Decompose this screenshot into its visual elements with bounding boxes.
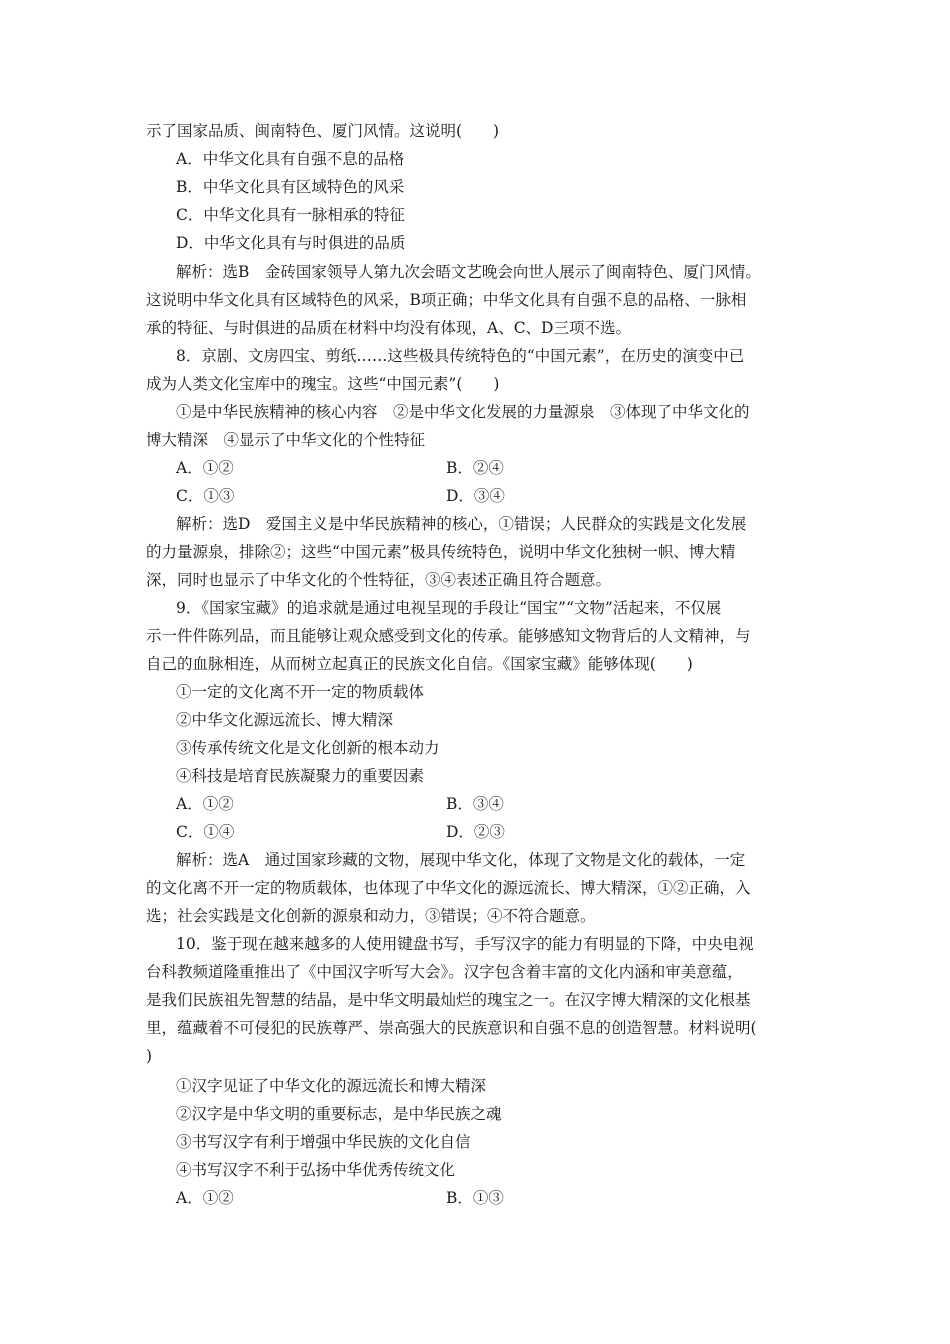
q8-analysis-line: 解析：选D 爱国主义是中华民族精神的核心，①错误；人民群众的实践是文化发展 — [176, 515, 747, 533]
q9-stem-line: 自己的血脉相连，从而树立起真正的民族文化自信。《国家宝藏》能够体现( ) — [146, 655, 693, 673]
q8-items-line: 博大精深 ④显示了中华文化的个性特征 — [146, 431, 426, 449]
q7-analysis-line: 解析：选B 金砖国家领导人第九次会晤文艺晚会向世人展示了闽南特色、厦门风情。 — [176, 263, 761, 281]
q7-option-c: C．中华文化具有一脉相承的特征 — [176, 206, 405, 224]
q10-stem-line: ) — [146, 1047, 153, 1065]
q9-stem-line: 示一件件陈列品，而且能够让观众感受到文化的传承。能够感知文物背后的人文精神，与 — [146, 627, 751, 645]
q10-item: ③书写汉字有利于增强中华民族的文化自信 — [176, 1133, 471, 1151]
q10-stem-line: 是我们民族祖先智慧的结晶，是中华文明最灿烂的瑰宝之一。在汉字博大精深的文化根基 — [146, 991, 751, 1009]
q10-option-b: B．①③ — [446, 1189, 504, 1207]
q10-item: ①汉字见证了中华文化的源远流长和博大精深 — [176, 1077, 487, 1095]
q10-stem-line: 里，蕴藏着不可侵犯的民族尊严、崇高强大的民族意识和自强不息的创造智慧。材料说明( — [146, 1019, 757, 1037]
q8-analysis-line: 深，同时也显示了中华文化的个性特征，③④表述正确且符合题意。 — [146, 571, 612, 589]
q9-item: ③传承传统文化是文化创新的根本动力 — [176, 739, 440, 757]
q9-option-a: A．①② — [176, 795, 234, 813]
q9-analysis-line: 的文化离不开一定的物质载体，也体现了中华文化的源远流长、博大精深，①②正确，入 — [146, 879, 751, 897]
q10-option-a: A．①② — [176, 1189, 234, 1207]
q9-item: ④科技是培育民族凝聚力的重要因素 — [176, 767, 425, 785]
q9-option-d: D．②③ — [446, 823, 505, 841]
q8-option-a: A．①② — [176, 459, 234, 477]
q8-stem-line: 成为人类文化宝库中的瑰宝。这些“中国元素”( ) — [146, 375, 500, 393]
q7-option-b: B．中华文化具有区域特色的风采 — [176, 178, 405, 196]
q9-item: ①一定的文化离不开一定的物质载体 — [176, 683, 425, 701]
q9-stem-line: 9．《国家宝藏》的追求就是通过电视呈现的手段让“国宝”“文物”活起来，不仅展 — [176, 599, 722, 617]
q9-option-b: B．③④ — [446, 795, 504, 813]
q8-option-d: D．③④ — [446, 487, 505, 505]
q8-items-line: ①是中华民族精神的核心内容 ②是中华文化发展的力量源泉 ③体现了中华文化的 — [176, 403, 750, 421]
q9-analysis-line: 选；社会实践是文化创新的源泉和动力，③错误；④不符合题意。 — [146, 907, 596, 925]
q7-analysis-line: 承的特征、与时俱进的品质在材料中均没有体现，A、C、D三项不选。 — [146, 319, 631, 337]
q7-option-d: D．中华文化具有与时俱进的品质 — [176, 234, 406, 252]
q10-item: ④书写汉字不利于弘扬中华优秀传统文化 — [176, 1161, 456, 1179]
q8-option-c: C．①③ — [176, 487, 235, 505]
q10-stem-line: 10．鉴于现在越来越多的人使用键盘书写，手写汉字的能力有明显的下降，中央电视 — [176, 935, 754, 953]
q8-stem-line: 8．京剧、文房四宝、剪纸……这些极具传统特色的“中国元素”，在历史的演变中已 — [176, 347, 745, 365]
q8-analysis-line: 的力量源泉，排除②；这些“中国元素”极具传统特色，说明中华文化独树一帜、博大精 — [146, 543, 736, 561]
q7-analysis-line: 这说明中华文化具有区域特色的风采，B项正确；中华文化具有自强不息的品格、一脉相 — [146, 291, 747, 309]
q9-item: ②中华文化源远流长、博大精深 — [176, 711, 394, 729]
q9-analysis-line: 解析：选A 通过国家珍藏的文物，展现中华文化，体现了文物是文化的载体，一定 — [176, 851, 746, 869]
q9-option-c: C．①④ — [176, 823, 235, 841]
q7-option-a: A．中华文化具有自强不息的品格 — [176, 150, 405, 168]
q10-stem-line: 台科教频道隆重推出了《中国汉字听写大会》。汉字包含着丰富的文化内涵和审美意蕴， — [146, 963, 743, 981]
q8-option-b: B．②④ — [446, 459, 504, 477]
q7-stem-tail: 示了国家品质、闽南特色、厦门风情。这说明( ) — [146, 122, 500, 140]
q10-item: ②汉字是中华文明的重要标志，是中华民族之魂 — [176, 1105, 502, 1123]
